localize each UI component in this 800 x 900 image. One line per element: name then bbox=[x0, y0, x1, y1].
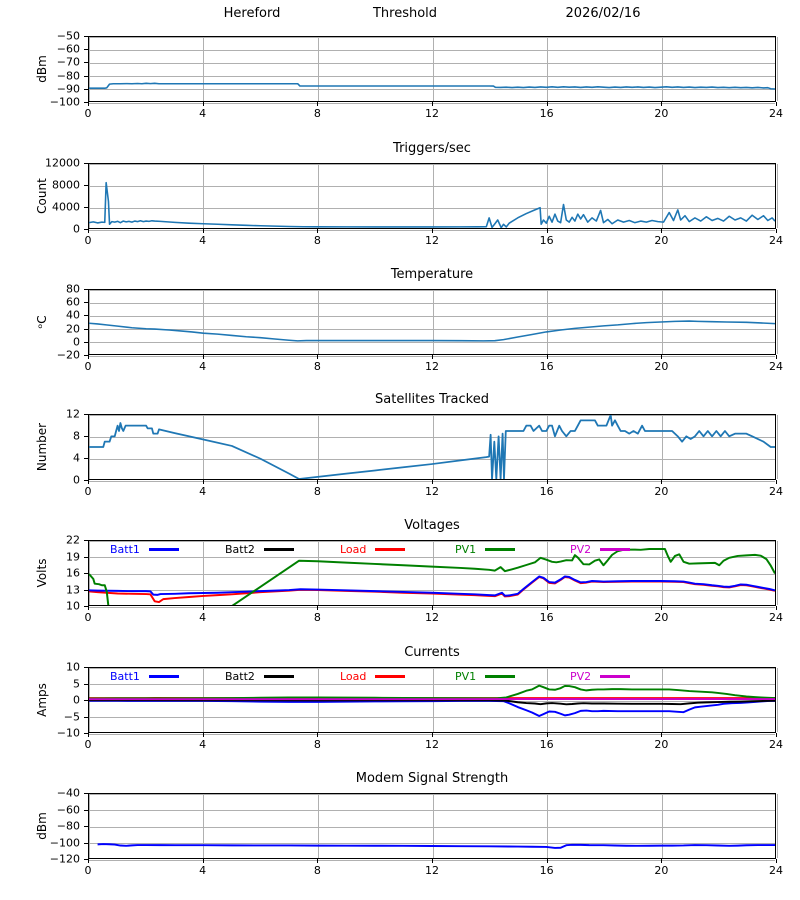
y-tick-label: −80 bbox=[56, 819, 80, 833]
x-tick-mark bbox=[547, 229, 548, 233]
x-tick-label: 20 bbox=[654, 611, 669, 624]
legend-label: Load bbox=[340, 543, 367, 556]
y-tick-label: −120 bbox=[49, 852, 80, 866]
x-tick-label: 8 bbox=[313, 864, 321, 877]
x-tick-label: 16 bbox=[539, 738, 554, 751]
series-line-pv1-amps bbox=[89, 686, 775, 699]
x-tick-mark bbox=[88, 229, 89, 233]
gridline-x bbox=[777, 415, 778, 479]
y-tick-mark bbox=[84, 89, 88, 90]
x-tick-label: 16 bbox=[539, 360, 554, 373]
x-tick-label: 4 bbox=[199, 107, 207, 120]
y-tick-label: 20 bbox=[66, 322, 80, 336]
chart-title: Voltages bbox=[404, 518, 460, 533]
gridline-x bbox=[777, 668, 778, 732]
x-tick-mark bbox=[432, 229, 433, 233]
x-tick-label: 16 bbox=[539, 234, 554, 247]
x-tick-label: 20 bbox=[654, 738, 669, 751]
x-tick-mark bbox=[203, 606, 204, 610]
y-tick-mark bbox=[84, 289, 88, 290]
metric-name: Threshold bbox=[372, 6, 438, 21]
gridline-x bbox=[777, 37, 778, 101]
y-tick-label: 80 bbox=[66, 282, 80, 296]
legend-label: Batt2 bbox=[225, 543, 255, 556]
y-tick-label: −20 bbox=[56, 348, 80, 362]
x-tick-mark bbox=[317, 733, 318, 737]
y-tick-label: −70 bbox=[56, 55, 80, 69]
x-tick-label: 24 bbox=[769, 234, 783, 247]
x-tick-mark bbox=[203, 229, 204, 233]
y-tick-label: −40 bbox=[56, 786, 80, 800]
y-tick-mark bbox=[84, 458, 88, 459]
x-tick-label: 24 bbox=[769, 864, 783, 877]
chart-canvas bbox=[89, 541, 775, 605]
y-tick-label: 0 bbox=[73, 693, 80, 707]
y-axis-label: dBm bbox=[35, 55, 49, 83]
x-tick-mark bbox=[547, 733, 548, 737]
x-tick-mark bbox=[776, 606, 777, 610]
y-tick-label: 13 bbox=[66, 583, 80, 596]
y-tick-label: 4 bbox=[73, 451, 80, 465]
x-tick-label: 8 bbox=[313, 738, 321, 751]
chart-canvas bbox=[89, 164, 775, 228]
x-tick-mark bbox=[661, 859, 662, 863]
x-tick-mark bbox=[776, 733, 777, 737]
chart-title: Currents bbox=[404, 645, 460, 660]
y-tick-mark bbox=[84, 667, 88, 668]
plot-area bbox=[88, 414, 776, 480]
x-tick-mark bbox=[203, 355, 204, 359]
x-tick-label: 0 bbox=[84, 611, 92, 624]
legend-line-swatch bbox=[264, 548, 294, 551]
x-tick-mark bbox=[776, 480, 777, 484]
plot-area bbox=[88, 289, 776, 355]
series-line-triggers-per-sec bbox=[89, 183, 775, 228]
y-tick-mark bbox=[84, 163, 88, 164]
plot-area bbox=[88, 793, 776, 859]
x-tick-label: 24 bbox=[769, 485, 783, 498]
series-line-modem-signal-dbm bbox=[98, 844, 775, 848]
y-tick-label: 12000 bbox=[45, 156, 80, 170]
y-tick-label: 16 bbox=[66, 566, 80, 580]
x-tick-label: 12 bbox=[425, 107, 439, 120]
legend-label: PV2 bbox=[570, 543, 592, 556]
y-tick-label: 22 bbox=[66, 533, 80, 547]
x-tick-label: 4 bbox=[199, 360, 207, 373]
y-tick-label: −60 bbox=[56, 42, 80, 56]
legend-line-swatch bbox=[375, 675, 405, 678]
x-tick-mark bbox=[203, 102, 204, 106]
x-tick-label: 4 bbox=[199, 485, 207, 498]
x-tick-mark bbox=[317, 229, 318, 233]
x-tick-label: 12 bbox=[425, 485, 439, 498]
y-tick-mark bbox=[84, 793, 88, 794]
series-line-temperature-c bbox=[89, 321, 775, 341]
x-tick-mark bbox=[88, 355, 89, 359]
legend-entry-load bbox=[340, 670, 405, 683]
x-tick-mark bbox=[317, 355, 318, 359]
legend-entry-load bbox=[340, 543, 405, 556]
x-tick-mark bbox=[661, 480, 662, 484]
y-tick-mark bbox=[84, 76, 88, 77]
y-tick-label: −50 bbox=[56, 29, 80, 43]
legend-label: PV2 bbox=[570, 670, 592, 683]
y-tick-label: 10 bbox=[66, 599, 80, 613]
chart-title: Triggers/sec bbox=[393, 141, 471, 156]
legend-entry-batt2 bbox=[225, 670, 294, 683]
y-tick-mark bbox=[84, 810, 88, 811]
y-tick-mark bbox=[84, 717, 88, 718]
x-tick-label: 12 bbox=[425, 360, 439, 373]
y-tick-mark bbox=[84, 826, 88, 827]
y-tick-label: −100 bbox=[49, 836, 80, 849]
x-tick-label: 12 bbox=[425, 611, 439, 624]
x-tick-label: 4 bbox=[199, 864, 207, 877]
x-tick-label: 16 bbox=[539, 485, 554, 498]
x-tick-label: 4 bbox=[199, 738, 207, 751]
y-tick-mark bbox=[84, 302, 88, 303]
legend-entry-pv1 bbox=[455, 543, 515, 556]
x-tick-mark bbox=[661, 355, 662, 359]
x-tick-label: 20 bbox=[654, 107, 669, 120]
x-tick-mark bbox=[776, 102, 777, 106]
y-tick-label: −10 bbox=[56, 726, 80, 740]
legend-line-swatch bbox=[375, 548, 405, 551]
x-tick-mark bbox=[661, 229, 662, 233]
x-tick-label: 24 bbox=[769, 107, 783, 120]
chart-title: Temperature bbox=[390, 267, 474, 282]
y-tick-label: 19 bbox=[66, 550, 80, 563]
series-line-threshold-dbm bbox=[89, 83, 775, 89]
x-tick-mark bbox=[661, 102, 662, 106]
chart-canvas bbox=[89, 37, 775, 101]
legend-entry-pv2 bbox=[570, 670, 630, 683]
y-tick-label: −90 bbox=[56, 82, 80, 96]
y-tick-mark bbox=[84, 185, 88, 186]
y-tick-label: −5 bbox=[63, 710, 80, 723]
x-tick-mark bbox=[88, 480, 89, 484]
x-tick-mark bbox=[547, 859, 548, 863]
y-tick-mark bbox=[84, 540, 88, 541]
x-tick-mark bbox=[203, 733, 204, 737]
legend-line-swatch bbox=[485, 675, 515, 678]
legend-entry-batt1 bbox=[110, 670, 179, 683]
y-tick-label: 10 bbox=[66, 660, 80, 674]
chart-canvas bbox=[89, 794, 775, 858]
y-tick-mark bbox=[84, 843, 88, 844]
y-tick-mark bbox=[84, 315, 88, 316]
series-line-satellites-tracked bbox=[89, 415, 775, 479]
y-axis-label: Volts bbox=[35, 558, 49, 588]
legend-entry-pv1 bbox=[455, 670, 515, 683]
gridline-x bbox=[777, 794, 778, 858]
x-tick-label: 8 bbox=[313, 360, 321, 373]
x-tick-mark bbox=[776, 355, 777, 359]
y-tick-label: 0 bbox=[73, 222, 80, 236]
x-tick-mark bbox=[317, 102, 318, 106]
chart-canvas bbox=[89, 668, 775, 732]
legend-line-swatch bbox=[149, 675, 179, 678]
x-tick-label: 12 bbox=[425, 738, 439, 751]
x-tick-label: 16 bbox=[539, 611, 554, 624]
x-tick-label: 24 bbox=[769, 360, 783, 373]
y-axis-label: Number bbox=[35, 422, 49, 472]
x-tick-label: 16 bbox=[539, 107, 554, 120]
plot-area bbox=[88, 36, 776, 102]
y-tick-mark bbox=[84, 62, 88, 63]
chart-canvas bbox=[89, 290, 775, 354]
x-tick-mark bbox=[432, 102, 433, 106]
legend-line-swatch bbox=[600, 675, 630, 678]
y-tick-label: −80 bbox=[56, 69, 80, 83]
x-tick-mark bbox=[88, 733, 89, 737]
y-tick-label: −60 bbox=[56, 803, 80, 816]
gridline-x bbox=[777, 164, 778, 228]
x-tick-mark bbox=[432, 480, 433, 484]
x-tick-label: 24 bbox=[769, 738, 783, 751]
x-tick-label: 20 bbox=[654, 864, 669, 877]
x-tick-label: 4 bbox=[199, 611, 207, 624]
y-tick-label: −100 bbox=[49, 95, 80, 109]
y-tick-mark bbox=[84, 36, 88, 37]
y-tick-mark bbox=[84, 684, 88, 685]
plot-area bbox=[88, 540, 776, 606]
y-axis-label: Amps bbox=[35, 683, 49, 717]
x-tick-mark bbox=[661, 606, 662, 610]
x-tick-label: 8 bbox=[313, 611, 321, 624]
x-tick-label: 0 bbox=[84, 360, 92, 373]
y-tick-mark bbox=[84, 342, 88, 343]
x-tick-label: 8 bbox=[313, 234, 321, 247]
x-tick-mark bbox=[317, 606, 318, 610]
y-tick-label: 5 bbox=[73, 677, 80, 690]
legend-line-swatch bbox=[264, 675, 294, 678]
legend-entry-pv2 bbox=[570, 543, 630, 556]
series-line-batt1-volts bbox=[89, 576, 775, 595]
y-axis-label: dBm bbox=[35, 812, 49, 840]
x-tick-mark bbox=[776, 859, 777, 863]
chart-canvas bbox=[89, 415, 775, 479]
y-tick-mark bbox=[84, 590, 88, 591]
x-tick-mark bbox=[88, 859, 89, 863]
plot-area bbox=[88, 163, 776, 229]
x-tick-mark bbox=[88, 102, 89, 106]
legend-label: Batt1 bbox=[110, 670, 140, 683]
y-tick-mark bbox=[84, 414, 88, 415]
x-tick-label: 24 bbox=[769, 611, 783, 624]
x-tick-label: 12 bbox=[425, 234, 439, 247]
y-tick-mark bbox=[84, 329, 88, 330]
y-tick-label: 8000 bbox=[52, 178, 80, 192]
legend-entry-batt1 bbox=[110, 543, 179, 556]
legend-entry-batt2 bbox=[225, 543, 294, 556]
y-tick-label: 0 bbox=[73, 335, 80, 349]
y-tick-label: 12 bbox=[66, 407, 80, 421]
site-name: Hereford bbox=[223, 6, 281, 21]
x-tick-label: 0 bbox=[84, 864, 92, 877]
x-tick-label: 20 bbox=[654, 485, 669, 498]
x-tick-label: 0 bbox=[84, 485, 92, 498]
chart-title: Modem Signal Strength bbox=[355, 771, 509, 786]
x-tick-label: 0 bbox=[84, 234, 92, 247]
gridline-x bbox=[777, 290, 778, 354]
legend-label: PV1 bbox=[455, 670, 477, 683]
y-tick-mark bbox=[84, 49, 88, 50]
plot-area bbox=[88, 667, 776, 733]
x-tick-label: 0 bbox=[84, 738, 92, 751]
y-axis-label: ᵒC bbox=[35, 315, 49, 329]
x-tick-mark bbox=[203, 480, 204, 484]
x-tick-mark bbox=[547, 606, 548, 610]
y-tick-mark bbox=[84, 436, 88, 437]
y-tick-label: 40 bbox=[66, 308, 80, 322]
y-tick-label: 8 bbox=[73, 429, 80, 443]
legend-line-swatch bbox=[485, 548, 515, 551]
x-tick-label: 20 bbox=[654, 234, 669, 247]
x-tick-label: 20 bbox=[654, 360, 669, 373]
x-tick-label: 16 bbox=[539, 864, 554, 877]
date-label: 2026/02/16 bbox=[565, 6, 641, 21]
y-tick-mark bbox=[84, 573, 88, 574]
legend-line-swatch bbox=[149, 548, 179, 551]
x-tick-mark bbox=[661, 733, 662, 737]
y-tick-label: 0 bbox=[73, 473, 80, 487]
x-tick-mark bbox=[547, 355, 548, 359]
x-tick-mark bbox=[547, 480, 548, 484]
legend-label: Batt2 bbox=[225, 670, 255, 683]
legend-line-swatch bbox=[600, 548, 630, 551]
legend-label: Batt1 bbox=[110, 543, 140, 556]
x-tick-mark bbox=[432, 733, 433, 737]
y-axis-label: Count bbox=[35, 178, 49, 214]
x-tick-label: 4 bbox=[199, 234, 207, 247]
x-tick-mark bbox=[317, 859, 318, 863]
y-tick-label: 60 bbox=[66, 295, 80, 309]
x-tick-label: 12 bbox=[425, 864, 439, 877]
y-tick-mark bbox=[84, 207, 88, 208]
y-tick-mark bbox=[84, 557, 88, 558]
x-tick-mark bbox=[432, 355, 433, 359]
x-tick-label: 0 bbox=[84, 107, 92, 120]
x-tick-label: 8 bbox=[313, 107, 321, 120]
x-tick-label: 8 bbox=[313, 485, 321, 498]
y-tick-mark bbox=[84, 700, 88, 701]
y-tick-label: 4000 bbox=[52, 200, 80, 214]
x-tick-mark bbox=[547, 102, 548, 106]
x-tick-mark bbox=[432, 606, 433, 610]
legend-label: Load bbox=[340, 670, 367, 683]
x-tick-mark bbox=[203, 859, 204, 863]
gridline-x bbox=[777, 541, 778, 605]
x-tick-mark bbox=[432, 859, 433, 863]
x-tick-mark bbox=[88, 606, 89, 610]
x-tick-mark bbox=[776, 229, 777, 233]
series-line-batt2-amps bbox=[89, 700, 775, 704]
x-tick-mark bbox=[317, 480, 318, 484]
legend-label: PV1 bbox=[455, 543, 477, 556]
chart-title: Satellites Tracked bbox=[375, 392, 489, 407]
